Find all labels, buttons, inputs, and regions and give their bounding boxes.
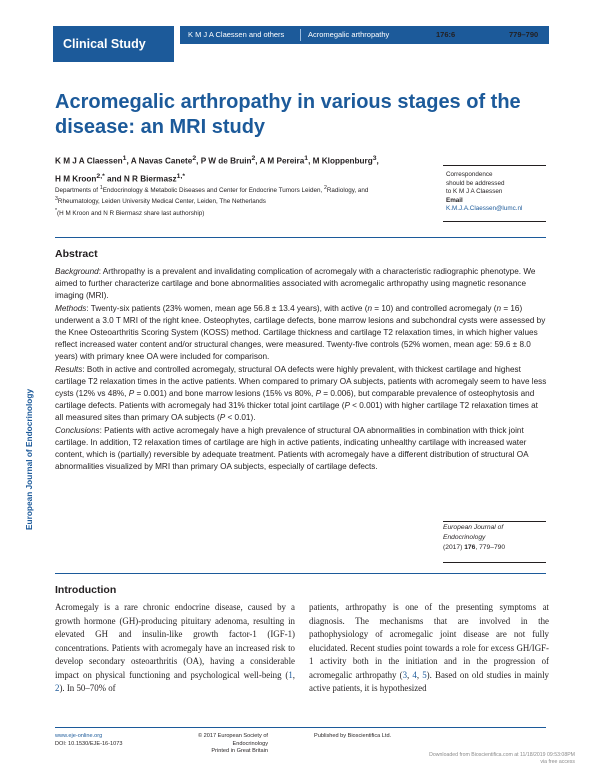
website-link[interactable]: www.eje-online.org: [55, 733, 103, 739]
reference-link[interactable]: 5: [422, 669, 427, 680]
author: K M J A Claessen: [55, 156, 123, 166]
abstract-heading: Abstract: [55, 248, 98, 260]
abstract-methods: Methods: Twenty-six patients (23% women, mean age 56.8 ± 13.4 years), with active (n = 10) and controlled acromegaly (n = 16) underwent a 3.0 T MRI of the right knee. Osteophytes, cartilage defects, bone marrow lesions and subchondral cysts were assessed by the Knee Osteoarthritis Scoring System (KOSS) method. Cartilage thickness and cartilage T2 relaxation times, in which higher values reflect increased water content and/or structural changes, were measured. Twenty-five controls (52% women, mean age: 59.6 ± 8.0 years) with primary knee OA were included for comparison.: [55, 303, 546, 362]
author: A M Pereira: [259, 156, 305, 166]
author: H M Kroon: [55, 174, 97, 184]
author: P W de Bruin: [200, 156, 252, 166]
reference-link[interactable]: 3: [402, 669, 408, 680]
abstract-body: [55, 266, 547, 473]
footer-left: [55, 733, 122, 748]
side-journal-title: European Journal of Endocrinology: [24, 388, 34, 530]
abstract-results: Results: Both in active and controlled acromegaly, structural OA defects were highly prevalent, with thickest cartilage and highest cartilage T2 relaxation times in the active patients. When compared to primary OA subjects, patients with acromegaly seem to have less cysts (12% vs 48%, P = 0.001) and bone marrow lesions (15% vs 80%, P = 0.006), but comparable prevalence of osteophytosis and cartilage defects. Patients with acromegaly had 31% thicker total joint cartilage (P < 0.001) with higher cartilage T2 relaxation times at all measured sites than primary OA subjects (P < 0.01).: [55, 364, 547, 423]
author: A Navas Canete: [130, 156, 193, 166]
running-authors: K M J A Claessen and others: [188, 30, 285, 39]
email-link[interactable]: K.M.J.A.Claessen@lumc.nl: [446, 205, 523, 213]
page-range: 779–790: [509, 30, 539, 39]
doi: DOI: 10.1530/EJE-16-1073: [55, 740, 123, 747]
reference-link[interactable]: 1: [288, 669, 293, 680]
reference-link[interactable]: 2: [55, 683, 60, 693]
citation: European Journal of Endocrinology (2017) 176, 779–790: [443, 524, 506, 551]
author: N R Biermasz: [123, 174, 177, 184]
volume-issue: 176:6: [436, 30, 456, 39]
section-divider: [55, 573, 546, 574]
abstract-conclusions: Conclusions: Patients with active acromegaly have a high prevalence of structural OA abnormalities in combination with thick joint cartilage. In addition, T2 relaxation times of cartilage are high in active patients, indicating unhealthy cartilage with increased water content, which is (partially) reversible by adequate treatment. Patients with acromegaly have a different distribution of structural OA abnormalities visualized by MRI than primary OA subjects, especially of cartilage defects.: [55, 425, 529, 472]
download-note: Downloaded from Bioscientifica.com at 11/18/2019 09:53:08PM via free access: [429, 752, 575, 765]
running-topic: Acromegalic arthropathy: [308, 30, 390, 39]
correspondence: Correspondence should be addressed to K M J A Claessen Email K.M.J.A.Claessen@lumc.nl: [446, 171, 546, 214]
intro-column-left: Acromegaly is a rare chronic endocrine disease, caused by a growth hormone (GH)-producing pituitary adenoma, resulting in elevated GH and insulin-like growth factor-1 (IGF-1) concentrations. Patients with acromegaly have an increased risk to develop secondary osteoarthritis (OA), having a considerable impact on physical functioning and psychological well-being (1, 2). In 50–70% of: [55, 602, 295, 693]
affiliations: Departments of $^1$Endocrinology & Metabolic Diseases and Center for Endocrine Tumors Leiden, $^2$Radiology, and $^3$Rheumatology, Leiden University Medical Center, Leiden, The Netherlands *(H M Kroon and N R Biermasz share last authorship): [55, 185, 369, 217]
running-header-bar: [180, 26, 549, 44]
header-divider: [300, 29, 301, 41]
footer-divider: [55, 727, 546, 728]
section-label: Clinical Study: [53, 26, 174, 62]
footer-middle: © 2017 European Society of Endocrinology Printed in Great Britain: [197, 733, 268, 754]
publisher-note: Published by Bioscientifica Ltd.: [314, 733, 392, 739]
reference-link[interactable]: 4: [412, 669, 417, 680]
section-divider: [55, 237, 546, 238]
author: M Kloppenburg: [312, 156, 373, 166]
abstract-background: Background: Arthropathy is a prevalent and invalidating complication of acromegaly with a characteristic radiographic phenotype. We aimed to further characterize cartilage and bone abnormalities associated with acromegalic arthropathy using magnetic resonance imaging (MRI).: [55, 267, 536, 301]
author-list: K M J A Claessen$^1$, A Navas Canete$^2$, P W de Bruin$^2$, A M Pereira$^1$, M Kloppenburg$^3$, H M Kroon$^{2,*}$ and N R Biermasz$^{1,*}$: [55, 155, 379, 184]
article-title: Acromegalic arthropathy in various stages of the disease: an MRI study: [55, 91, 521, 138]
introduction-heading: Introduction: [55, 584, 117, 596]
intro-column-right: patients, arthropathy is one of the presenting symptoms at diagnosis. The mechanisms that are involved in the pathophysiology of acromegalic joint disease are not fully elucidated. Recent studies point towards a role for excess GH/IGF-1 activity both in the initiation and in the progression of acromegalic arthropathy (3, 4, 5). Based on old studies in mainly active patients, it is hypothesized: [309, 602, 549, 693]
